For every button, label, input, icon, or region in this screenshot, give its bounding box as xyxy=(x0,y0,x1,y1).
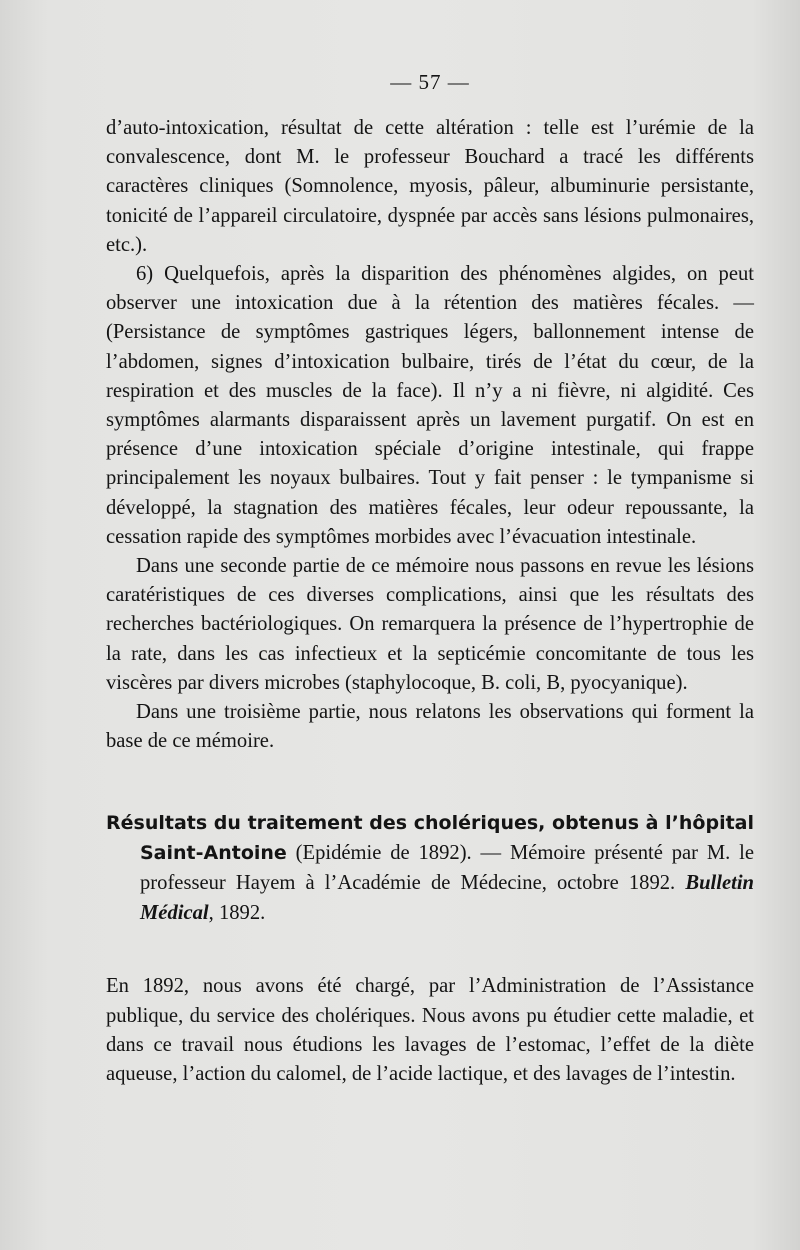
entry-journal-year: , 1892. xyxy=(208,902,266,925)
paragraph-3: Dans une seconde partie de ce mémoire nous passons en revue les lésions caratéristiques de ces diverses complications, ainsi que les résultats des recherches bactériologiques. On remarquera la présence de l’hypertrophie de la rate, dans les cas infectieux et la septicémie concomitante de tous les viscères par divers microbes (staphylocoque, B. coli, B, pyocyanique). xyxy=(106,555,754,694)
entry-heading xyxy=(106,808,754,928)
page-body xyxy=(106,114,754,1089)
entry-title: Résultats du traitement des cholériques, obtenus à l’hôpital Saint-Antoine xyxy=(106,812,754,865)
paragraph-4: Dans une troisième partie, nous relatons les observations qui forment la base de ce mémoire. xyxy=(106,701,754,753)
paragraph-1: d’auto-intoxication, résultat de cette altération : telle est l’urémie de la convalescence, dont M. le professeur Bouchard a tracé les différents caractères cliniques (Somnolence, myosis, pâleur, albuminurie persistante, tonicité de l’appareil circulatoire, dyspnée par accès sans lésions pulmonaires, etc.). xyxy=(106,117,754,256)
entry-details: (Epidémie de 1892). — Mémoire présenté par M. le professeur Hayem à l’Académie de Médecine, octobre 1892. xyxy=(140,842,754,895)
page-number: — 57 — xyxy=(390,70,470,94)
entry-summary xyxy=(106,972,754,1089)
bibliography-entry xyxy=(106,808,754,928)
closing-paragraph: En 1892, nous avons été chargé, par l’Administration de l’Assistance publique, du service des cholériques. Nous avons pu étudier cette maladie, et dans ce travail nous étudions les lavages de l’estomac, l’effet de la diète aqueuse, l’action du calomel, de l’acide lactique, et des lavages de l’intestin. xyxy=(106,975,754,1086)
paragraph-2: 6) Quelquefois, après la disparition des phénomènes algides, on peut observer une intoxication due à la rétention des matières fécales. — (Persistance de symptômes gastriques légers, ballonnement intense de l’abdomen, signes d’intoxication bulbaire, tirés de l’état du cœur, de la respiration et des muscles de la face). Il n’y a ni fièvre, ni algidité. Ces symptômes alarmants disparaissent après un lavement purgatif. On est en présence d’une intoxication spéciale d’origine intestinale, qui frappe principalement les noyaux bulbaires. Tout y fait penser : le tympanisme si développé, la stagnation des matières fécales, leur odeur repoussante, la cessation rapide des symptômes morbides avec l’évacuation intestinale. xyxy=(106,263,754,548)
entry-journal: Bulletin Médical xyxy=(140,872,754,925)
